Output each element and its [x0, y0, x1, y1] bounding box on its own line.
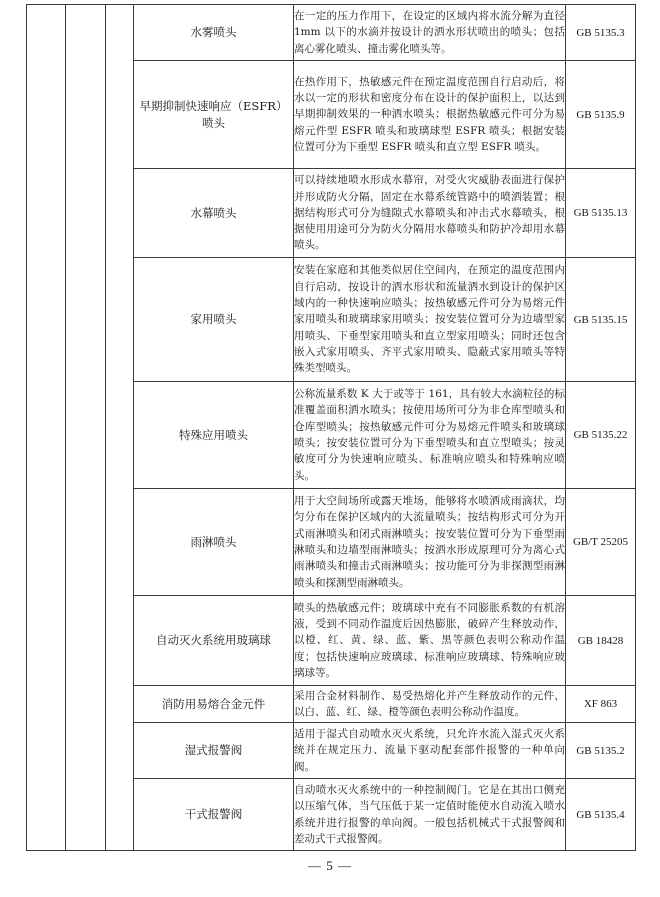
product-standard-table [26, 4, 636, 851]
product-name: 消防用易熔合金元件 [134, 686, 294, 723]
product-description: 可以持续地喷水形成水幕帘，对受火灾威胁表面进行保护并形成防火分隔，固定在水幕系统管路中的喷洒装置；根据结构形式可分为缝隙式水幕喷头和冲击式水幕喷头，根据使用用途可分为防火分隔用水幕喷头和防护冷却用水幕喷头。 [294, 169, 566, 258]
standard-code: GB 5135.2 [566, 723, 636, 779]
page-number: — 5 — [308, 858, 352, 873]
standard-code: GB 5135.3 [566, 5, 636, 61]
product-name: 水雾喷头 [134, 5, 294, 61]
standard-code: GB 5135.9 [566, 61, 636, 169]
product-description: 在一定的压力作用下，在设定的区域内将水流分解为直径 1mm 以下的水滴并按设计的洒水形状喷出的喷头；包括离心雾化喷头、撞击雾化喷头等。 [294, 5, 566, 61]
category-cell [27, 5, 66, 851]
product-name: 早期抑制快速响应（ESFR）喷头 [134, 61, 294, 169]
product-description: 用于大空间场所或露天堆场，能够将水喷洒成雨滴状，均匀分布在保护区域内的大流量喷头；按结构形式可分为开式雨淋喷头和闭式雨淋喷头；按安装位置可分为下垂型雨淋喷头和边墙型雨淋喷头；按洒水形成原理可分为离心式雨淋喷头和撞击式雨淋喷头；按功能可分为非探测型雨淋喷头和探测型雨淋喷头。 [294, 489, 566, 596]
product-name: 家用喷头 [134, 258, 294, 382]
standard-code: GB 18428 [566, 596, 636, 686]
product-description: 适用于湿式自动喷水灭火系统，只允许水流入湿式灭火系统并在规定压力、流量下驱动配套部件报警的一种单向阀。 [294, 723, 566, 779]
index-cell [106, 5, 134, 851]
product-name: 湿式报警阀 [134, 723, 294, 779]
standard-code: GB 5135.22 [566, 382, 636, 489]
product-name: 雨淋喷头 [134, 489, 294, 596]
standard-code: GB 5135.15 [566, 258, 636, 382]
standard-code: XF 863 [566, 686, 636, 723]
standard-code: GB 5135.13 [566, 169, 636, 258]
product-description: 在热作用下，热敏感元件在预定温度范围自行启动后，将水以一定的形状和密度分布在设计的保护面积上，以达到早期抑制效果的一种洒水喷头；根据热敏感元件可分为易熔元件型 ESFR 喷头和玻璃球型 ESFR 喷头；根据安装位置可分为下垂型 ESFR 喷头和直立型 ESFR 喷头。 [294, 61, 566, 169]
product-name: 特殊应用喷头 [134, 382, 294, 489]
product-description: 安装在家庭和其他类似居住空间内，在预定的温度范围内自行启动，按设计的洒水形状和流量洒水到设计的保护区域内的一种快速响应喷头；按热敏感元件可分为易熔元件家用喷头和玻璃球家用喷头；按安装位置可分为边墙型家用喷头、下垂型家用喷头和直立型家用喷头；同时还包含嵌入式家用喷头、齐平式家用喷头、隐蔽式家用喷头等特殊类型喷头。 [294, 258, 566, 382]
standard-code: GB 5135.4 [566, 779, 636, 851]
product-name: 自动灭火系统用玻璃球 [134, 596, 294, 686]
product-name: 水幕喷头 [134, 169, 294, 258]
product-name: 干式报警阀 [134, 779, 294, 851]
product-description: 自动喷水灭火系统中的一种控制阀门。它是在其出口侧充以压缩气体，当气压低于某一定值时能使水自动流入喷水系统并进行报警的单向阀。一般包括机械式干式报警阀和差动式干式报警阀。 [294, 779, 566, 851]
product-description: 喷头的热敏感元件；玻璃球中充有不同膨胀系数的有机溶液，受到不同动作温度后因热膨胀，破碎产生释放动作，以橙、红、黄、绿、蓝、紫、黑等颜色表明公称动作温度；包括快速响应玻璃球、标准响应玻璃球、特殊响应玻璃球等。 [294, 596, 566, 686]
product-description: 公称流量系数 K 大于或等于 161，具有较大水滴粒径的标准覆盖面积洒水喷头；按使用场所可分为非仓库型喷头和仓库型喷头；按热敏感元件可分为易熔元件喷头和玻璃球喷头；按安装位置可分为下垂型喷头和直立型喷头；按灵敏度可分为快速响应喷头、标准响应喷头和特殊响应喷头。 [294, 382, 566, 489]
standard-code: GB/T 25205 [566, 489, 636, 596]
subcategory-cell [66, 5, 106, 851]
product-description: 采用合金材料制作、易受热熔化并产生释放动作的元件，以白、蓝、红、绿、橙等颜色表明公称动作温度。 [294, 686, 566, 723]
table-row [27, 5, 636, 61]
